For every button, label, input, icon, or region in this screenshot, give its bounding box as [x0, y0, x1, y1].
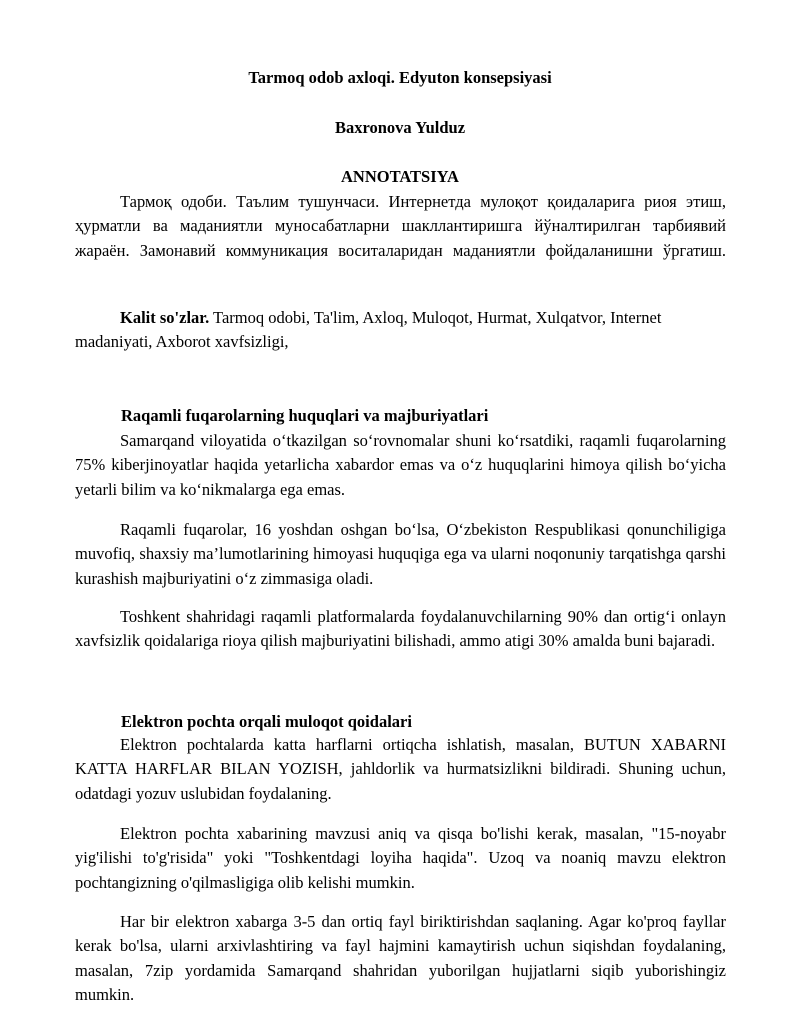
- section-heading-digital-citizens: Raqamli fuqarolarning huquqlari va majburiyatlari: [121, 406, 489, 425]
- author-name: Baxronova Yulduz: [334, 118, 466, 137]
- paragraph: Raqamli fuqarolar, 16 yoshdan oshgan bo‘lsa, O‘zbekiston Respublikasi qonunchiligiga muvofiq, shaxsiy ma’lumotlarining himoyasi huquqiga ega va ularni noqonuniy tarqatishga qarshi kurashish majburiyatini o‘z zimmasiga oladi.: [75, 520, 726, 588]
- paragraph: Elektron pochta xabarining mavzusi aniq va qisqa bo'lishi kerak, masalan, "15-noyabr yig'ilishi to'g'risida" yoki "Toshkentdagi loyiha haqida". Uzoq va noaniq mavzu elektron pochtangizning o'qilmasligiga olib kelishi mumkin.: [75, 824, 726, 892]
- section-heading-email-rules: Elektron pochta orqali muloqot qoidalari: [121, 712, 412, 731]
- keywords-label: Kalit so'zlar.: [120, 308, 210, 327]
- annotation-text: Тармоқ одоби. Таълим тушунчаси. Интернетда мулоқот қоидаларига риоя этиш, ҳурматли ва маданиятли муносабатларни шакллантиришга йўналтирилган тарбиявий жараён. Замонавий коммуникация воситаларидан маданиятли фойдаланишни ўргатиш.: [75, 192, 726, 260]
- paragraph: Samarqand viloyatida o‘tkazilgan so‘rovnomalar shuni ko‘rsatdiki, raqamli fuqarolarning 75% kiberjinoyatlar haqida yetarlicha xabardor emas va o‘z huquqlarini himoya qilish bo‘yicha yetarli bilim va ko‘nikmalarga ega emas.: [75, 431, 726, 499]
- paper-title: Tarmoq odob axloqi. Edyuton konsepsiyasi: [248, 68, 552, 87]
- paragraph: Toshkent shahridagi raqamli platformalarda foydalanuvchilarning 90% dan ortig‘i onlayn xavfsizlik qoidalariga rioya qilish majburiyatini bilishadi, ammo atigi 30% amalda buni bajaradi.: [75, 607, 726, 651]
- paragraph: Elektron pochtalarda katta harflarni ortiqcha ishlatish, masalan, BUTUN XABARNI KATTA HARFLAR BILAN YOZISH, jahldorlik va hurmatsizlikni bildiradi. Shuning uchun, odatdagi yozuv uslubidan foydalaning.: [75, 735, 726, 803]
- keywords-paragraph: [75, 306, 726, 355]
- paragraph: Har bir elektron xabarga 3-5 dan ortiq fayl biriktirishdan saqlaning. Agar ko'proq fayllar kerak bo'lsa, ularni arxivlashtiring va fayl hajmini kamaytirish uchun siqishdan foydalaning, masalan, 7zip yordamida Samarqand shahridan yuborilgan hujjatlarni siqib yuborishingiz mumkin.: [75, 912, 726, 1005]
- annotation-heading: ANNOTATSIYA: [341, 167, 459, 186]
- keywords-list: Tarmoq odobi, Ta'lim, Axloq, Muloqot, Hurmat, Xulqatvor, Internet madaniyati, Axborot xavfsizligi,: [75, 308, 662, 352]
